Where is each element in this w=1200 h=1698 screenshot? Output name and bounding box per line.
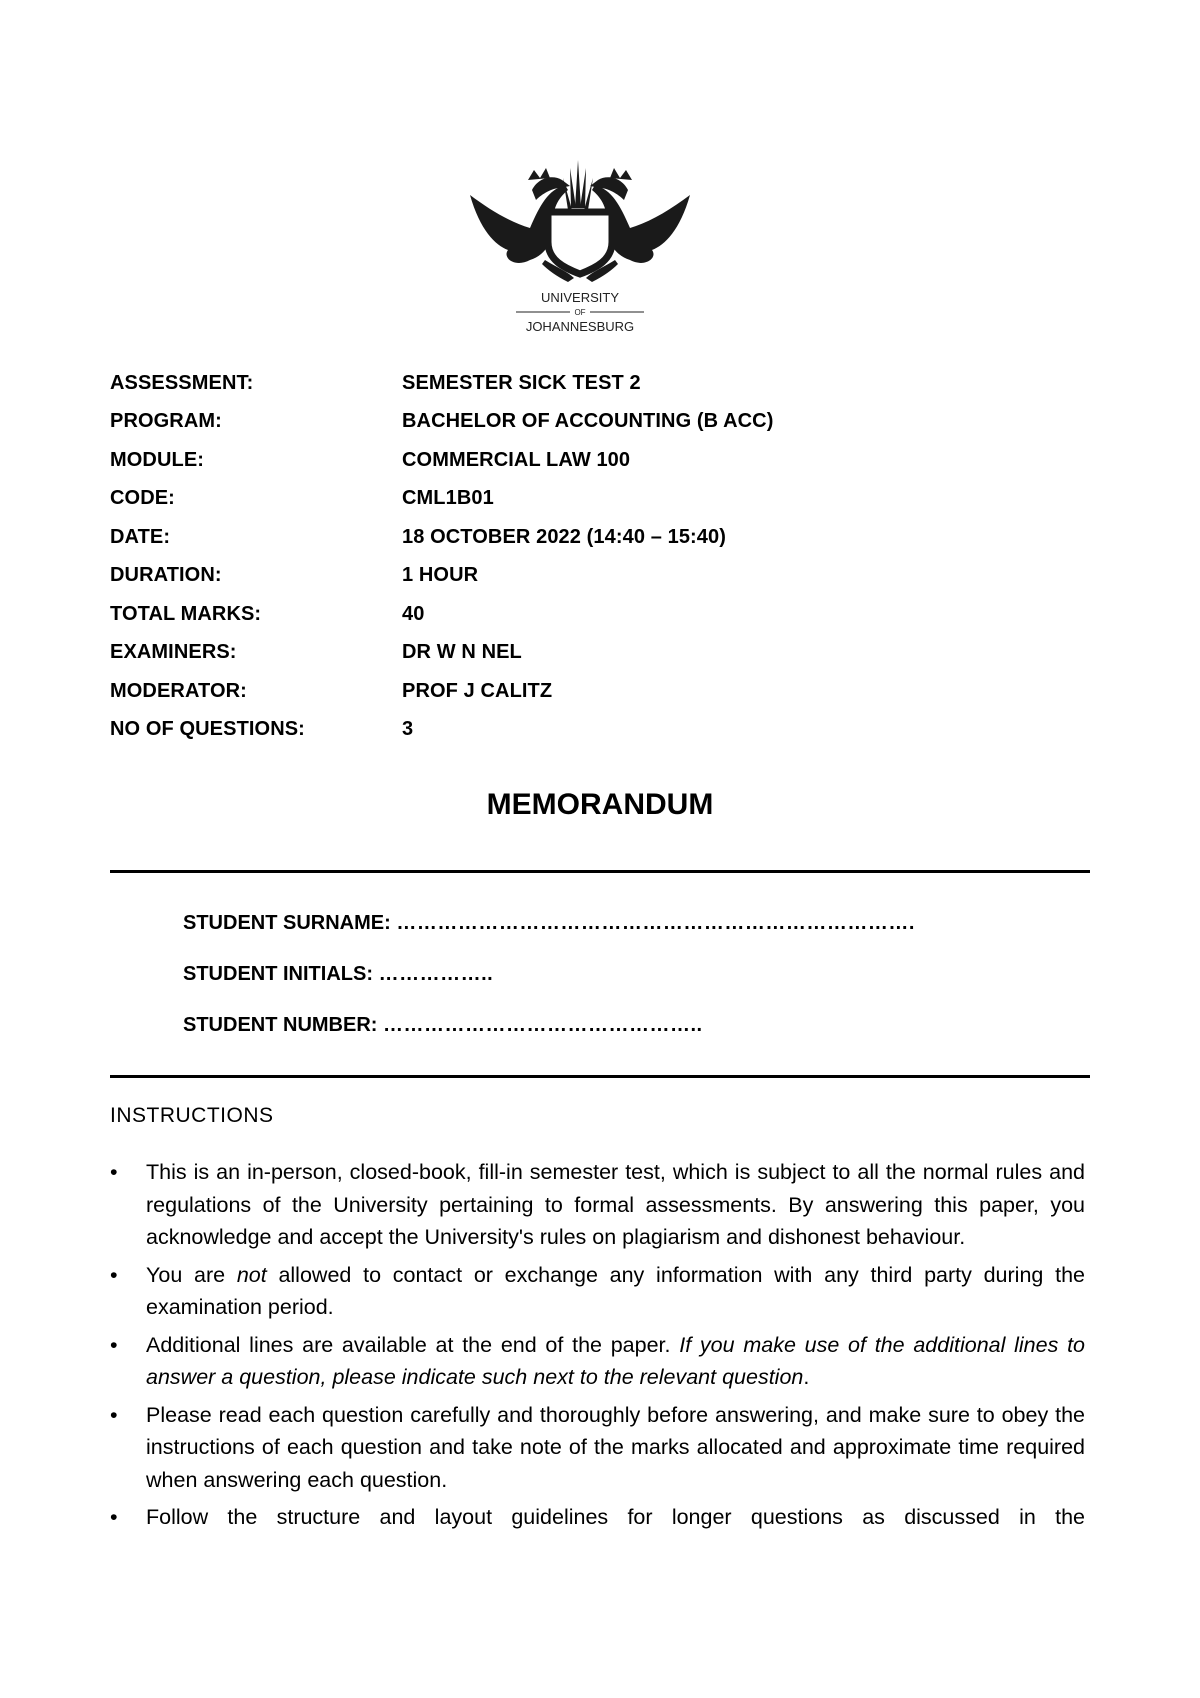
instruction-text: allowed to contact or exchange any information with any third party during the examination period.: [146, 1262, 1085, 1319]
info-label: DATE:: [110, 525, 171, 548]
student-surname-field[interactable]: [183, 912, 915, 935]
student-initials-dots: ……………..: [378, 963, 494, 985]
info-label: DURATION:: [110, 564, 222, 587]
instructions-list: [110, 1156, 1085, 1539]
instructions-heading: INSTRUCTIONS: [110, 1104, 274, 1127]
info-value: 3: [402, 718, 414, 741]
bullet-icon: •: [110, 1160, 118, 1184]
instruction-item: [110, 1329, 1085, 1394]
info-value: BACHELOR OF ACCOUNTING (B ACC): [402, 410, 774, 433]
instruction-text: Follow the structure and layout guidelines for longer questions as discussed in the: [146, 1505, 1085, 1529]
info-row-total-marks: [110, 595, 910, 634]
instruction-text: This is an in-person, closed-book, fill-in semester test, which is subject to all the normal rules and regulations of the University pertaining to formal assessments. By answering this paper, you acknowledge and accept the University's rules on plagiarism and dishonest behaviour.: [146, 1160, 1085, 1249]
info-row-code: [110, 480, 910, 519]
bullet-icon: •: [110, 1262, 118, 1287]
student-surname-dots: ………………………………………………………………….: [396, 912, 915, 934]
info-value: COMMERCIAL LAW 100: [402, 448, 631, 471]
student-surname-label: STUDENT SURNAME:: [183, 912, 391, 934]
info-label: NO OF QUESTIONS:: [110, 718, 305, 741]
memorandum-title: MEMORANDUM: [486, 788, 714, 821]
info-label: MODULE:: [110, 448, 205, 471]
student-number-label: STUDENT NUMBER:: [183, 1014, 378, 1036]
info-row-examiners: [110, 634, 910, 673]
info-value: PROF J CALITZ: [402, 679, 553, 702]
info-label: MODERATOR:: [110, 679, 247, 702]
info-row-module: [110, 441, 910, 480]
info-label: TOTAL MARKS:: [110, 602, 262, 625]
student-initials-field[interactable]: [183, 963, 493, 986]
info-row-assessment: [110, 364, 910, 403]
instruction-text: .: [803, 1365, 810, 1389]
student-number-dots: ………………………………………..: [383, 1014, 703, 1036]
info-row-date: [110, 518, 910, 557]
divider-top: [110, 870, 1090, 873]
info-row-no-of-questions: [110, 711, 910, 750]
student-number-field[interactable]: [183, 1014, 703, 1037]
info-row-moderator: [110, 672, 910, 711]
instruction-text: Please read each question carefully and thoroughly before answering, and make sure to obey the instructions of each question and take note of the marks allocated and approximate time required when answering each question.: [146, 1402, 1085, 1492]
info-value: 40: [402, 602, 425, 625]
university-logo: [470, 150, 690, 340]
info-row-program: [110, 403, 910, 442]
info-value: 1 HOUR: [402, 564, 479, 587]
bullet-icon: •: [110, 1402, 118, 1427]
logo-line-3: JOHANNESBURG: [525, 319, 635, 334]
instruction-item: [110, 1259, 1085, 1324]
info-value: SEMESTER SICK TEST 2: [402, 371, 641, 394]
logo-line-2: OF: [574, 308, 586, 317]
instruction-text: You are: [146, 1262, 237, 1287]
university-crest-icon: [470, 150, 690, 340]
student-initials-label: STUDENT INITIALS:: [183, 963, 373, 985]
instruction-item: [110, 1501, 1085, 1534]
info-value: CML1B01: [402, 487, 494, 510]
info-label: CODE:: [110, 487, 175, 510]
instruction-emphasis: not: [236, 1262, 267, 1287]
divider-bottom: [110, 1075, 1090, 1078]
instruction-emphasis: If you make use of the additional lines to answer a question, please indicate such next to the relevant question: [146, 1332, 1086, 1389]
info-value: 18 OCTOBER 2022 (14:40 – 15:40): [402, 525, 727, 548]
instruction-item: [110, 1156, 1085, 1254]
info-row-duration: [110, 557, 910, 596]
info-label: PROGRAM:: [110, 410, 222, 433]
info-label: EXAMINERS:: [110, 641, 237, 664]
instruction-text: Additional lines are available at the end of the paper.: [146, 1332, 680, 1357]
instruction-item: [110, 1399, 1085, 1497]
bullet-icon: •: [110, 1332, 118, 1357]
bullet-icon: •: [110, 1505, 118, 1529]
logo-line-1: UNIVERSITY: [540, 290, 620, 305]
info-label: ASSESSMENT:: [110, 371, 254, 394]
assessment-details: [110, 364, 910, 749]
info-value: DR W N NEL: [402, 641, 522, 664]
